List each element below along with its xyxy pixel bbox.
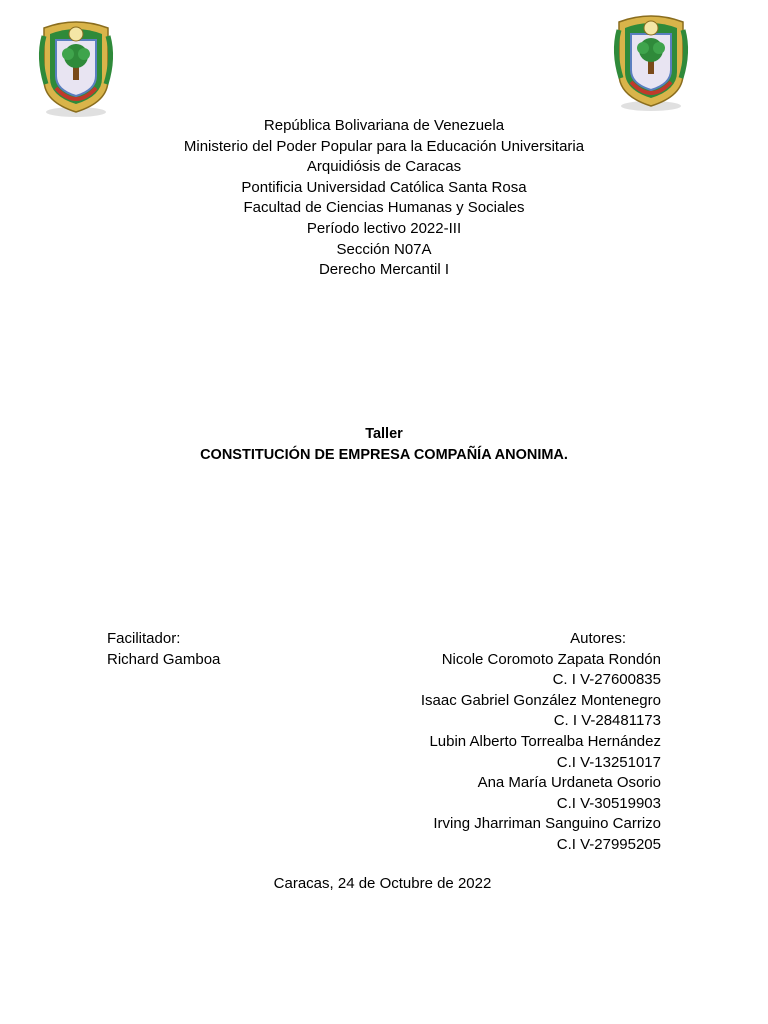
author-name: Irving Jharriman Sanguino Carrizo (433, 815, 661, 833)
authors-label: Autores: (570, 630, 626, 647)
university-seal-left (34, 14, 118, 118)
author-name: Lubin Alberto Torrealba Hernández (429, 732, 661, 750)
header-line-faculty: Facultad de Ciencias Humanas y Sociales (243, 199, 525, 217)
document-title (0, 424, 768, 466)
facilitator-name: Richard Gamboa (107, 650, 221, 668)
title-kind: Taller (365, 426, 403, 442)
seal-emblem-icon (609, 8, 693, 112)
date-text: Caracas, 24 de Octubre de 2022 (273, 875, 492, 892)
university-seal-right (609, 8, 693, 112)
title-main: CONSTITUCIÓN DE EMPRESA COMPAÑÍA ANONIMA. (200, 447, 568, 463)
header-line-university: Pontificia Universidad Católica Santa Rosa (241, 178, 527, 196)
author-name: Ana María Urdaneta Osorio (477, 774, 661, 792)
institution-header (0, 116, 768, 281)
facilitator-label: Facilitador: (107, 630, 181, 647)
facilitator-block (107, 629, 220, 670)
author-name: Isaac Gabriel González Montenegro (420, 691, 661, 709)
seal-emblem-icon (34, 14, 118, 118)
author-name: Nicole Coromoto Zapata Rondón (441, 650, 661, 668)
author-id: C. I V-28481173 (553, 712, 661, 730)
header-line-course: Derecho Mercantil I (318, 261, 450, 279)
header-line-country: República Bolivariana de Venezuela (263, 117, 505, 134)
authors-block (421, 629, 661, 856)
author-id: C. I V-27600835 (552, 671, 661, 689)
author-id: C.I V-13251017 (556, 753, 661, 771)
author-id: C.I V-27995205 (556, 835, 661, 853)
header-line-section: Sección N07A (336, 240, 432, 258)
header-line-archdiocese: Arquidiósis de Caracas (306, 158, 462, 176)
header-line-ministry: Ministerio del Poder Popular para la Educación Universitaria (183, 137, 585, 155)
author-id: C.I V-30519903 (556, 794, 661, 812)
place-date-line (0, 874, 768, 895)
header-line-period: Período lectivo 2022-III (306, 219, 462, 237)
